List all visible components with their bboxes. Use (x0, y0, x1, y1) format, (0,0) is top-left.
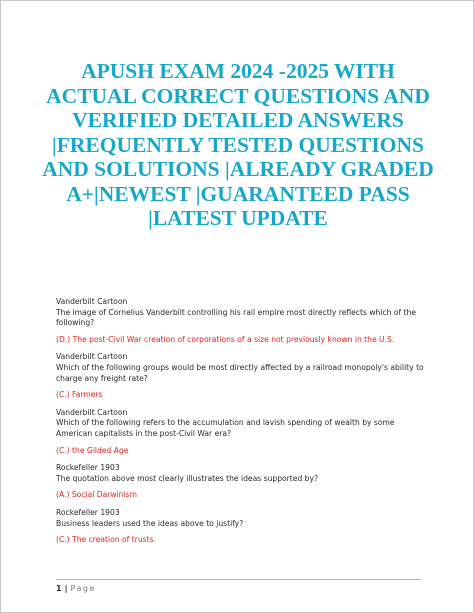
question-text: Which of the following groups would be most directly affected by a railroad monopoly's ability to charge any freight rate? (56, 362, 424, 383)
question-item (56, 352, 426, 400)
question-item (56, 463, 426, 501)
question-item (56, 297, 426, 345)
answer-text: (C.) Farmers (56, 390, 103, 400)
answer-text: (A.) Social Darwinism (56, 490, 137, 500)
answer-text: (D.) The post-Civil War creation of corporations of a size not previously known in the U.S. (56, 334, 395, 344)
page-label: Page (70, 584, 96, 593)
question-topic: Rockefeller 1903 (56, 463, 120, 473)
question-topic: Rockefeller 1903 (56, 507, 120, 517)
page-number: 1 (56, 584, 62, 593)
question-text: The image of Cornelius Vanderbilt controlling his rail empire most directly reflects which of the following? (56, 307, 417, 328)
question-topic: Vanderbilt Cartoon (56, 407, 128, 417)
question-text: Business leaders used the ideas above to justify? (56, 518, 244, 528)
footer-separator: | (64, 584, 68, 593)
question-topic: Vanderbilt Cartoon (56, 297, 128, 306)
question-item (56, 408, 426, 456)
question-text: Which of the following refers to the accumulation and lavish spending of wealth by some American capitalists in the post-Civil War era? (56, 418, 395, 438)
question-text: The quotation above most clearly illustrates the ideas supported by? (56, 473, 319, 483)
question-list (56, 297, 426, 553)
answer-text: (C.) the Gilded Age (56, 445, 129, 455)
answer-text: (C.) The creation of trusts. (56, 535, 156, 545)
question-item (56, 508, 426, 546)
page-footer (56, 579, 421, 593)
document-title: APUSH EXAM 2024 -2025 WITH ACTUAL CORRECT QUESTIONS AND VERIFIED DETAILED ANSWERS |FREQUENTLY TESTED QUESTIONS AND SOLUTIONS |ALREADY GRADED A+|NEWEST |GUARANTEED PASS |LATEST UPDATE (42, 59, 434, 230)
question-topic: Vanderbilt Cartoon (56, 352, 128, 362)
